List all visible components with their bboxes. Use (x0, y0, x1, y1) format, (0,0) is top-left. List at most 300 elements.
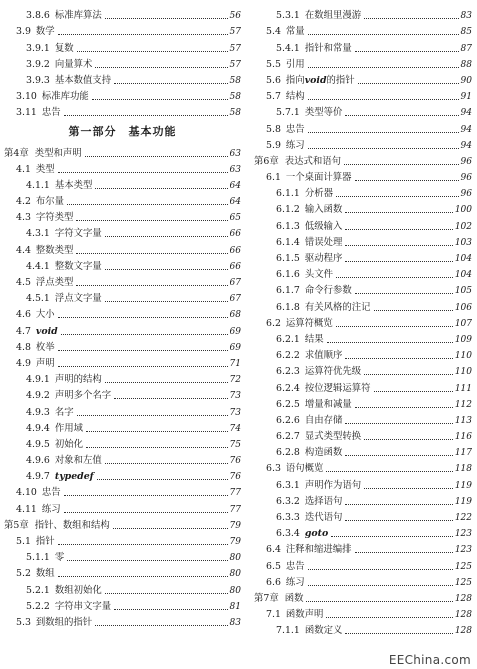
toc-entry (254, 362, 472, 378)
toc-entry-title: 布尔量 (35, 196, 65, 208)
toc-entry-number: 第5章 (4, 519, 29, 531)
dot-leader (355, 552, 453, 553)
dot-leader (308, 569, 453, 570)
toc-entry-number: 6.1.3 (276, 220, 300, 232)
dot-leader (345, 261, 452, 262)
toc-entry-number: 5.7 (266, 91, 281, 103)
toc-entry-number: 6.2.2 (276, 350, 300, 362)
dot-leader (114, 398, 227, 399)
toc-entry-page: 66 (229, 245, 241, 256)
dot-leader (97, 479, 228, 480)
dot-leader (345, 229, 452, 230)
toc-entry-page: 83 (460, 11, 472, 22)
dot-leader (92, 99, 228, 100)
toc-entry-title: 命令行参数 (304, 285, 352, 297)
toc-entry-number: 6.4 (266, 544, 281, 556)
toc-entry (254, 621, 472, 637)
toc-entry (4, 103, 241, 119)
toc-entry (4, 321, 241, 337)
toc-entry (4, 87, 241, 103)
toc-entry (254, 605, 472, 621)
dot-leader (345, 212, 452, 213)
toc-entry-page: 77 (229, 504, 241, 515)
toc-entry-number: 5.4 (266, 26, 281, 38)
toc-entry (254, 249, 472, 265)
toc-entry (254, 71, 472, 87)
toc-entry-number: 7.1 (266, 609, 281, 621)
dot-leader (306, 601, 452, 602)
dot-leader (105, 236, 228, 237)
toc-right-column (254, 6, 472, 637)
toc-entry-number: 6.1.7 (276, 285, 300, 297)
toc-entry-number: 3.8.6 (26, 10, 50, 22)
toc-entry (254, 184, 472, 200)
toc-entry (254, 346, 472, 362)
toc-entry (254, 281, 472, 297)
toc-entry-page: 107 (454, 318, 472, 329)
toc-entry-number: 6.1.6 (276, 269, 300, 281)
toc-entry-page: 63 (229, 164, 241, 175)
toc-entry-title: 指针 (35, 536, 55, 547)
toc-entry-number: 4.9.7 (26, 471, 50, 483)
dot-leader (105, 463, 228, 464)
toc-entry (4, 22, 241, 38)
toc-entry (4, 55, 241, 71)
dot-leader (374, 391, 453, 392)
toc-entry-title: 声明 (35, 357, 55, 369)
toc-entry (4, 160, 241, 176)
toc-entry-page: 104 (454, 270, 472, 281)
toc-entry-title: 名字 (54, 406, 74, 418)
dot-leader (58, 544, 228, 545)
toc-entry-title-part: 指向 (285, 74, 305, 86)
toc-entry-title: 迭代语句 (304, 512, 343, 523)
toc-entry-title: 自由存储 (304, 414, 343, 426)
dot-leader (58, 350, 228, 351)
toc-entry-page: 58 (229, 75, 241, 86)
toc-entry-page: 113 (454, 415, 472, 426)
toc-entry-page: 96 (460, 189, 472, 200)
toc-entry-title: 初始化 (54, 438, 83, 450)
dot-leader (345, 455, 452, 456)
watermark: EEChina.com (388, 653, 471, 667)
toc-entry (4, 305, 241, 321)
toc-entry-number: 4.5.1 (26, 293, 50, 305)
toc-entry-page: 57 (229, 27, 241, 38)
toc-entry-page: 79 (229, 520, 241, 531)
toc-entry-title-part: 的指针 (326, 74, 355, 86)
toc-entry-page: 119 (454, 496, 472, 507)
toc-entry (4, 613, 241, 629)
dot-leader (114, 609, 227, 610)
toc-entry-number: 3.9.3 (26, 74, 50, 86)
dot-leader (308, 132, 459, 133)
toc-entry-page: 106 (454, 302, 472, 313)
toc-entry-page: 94 (460, 108, 472, 119)
toc-entry (254, 38, 472, 54)
toc-entry-number: 5.1 (16, 536, 31, 547)
toc-entry-page: 79 (229, 537, 241, 547)
part-heading: 第一部分 基本功能 (68, 125, 177, 139)
toc-entry-page: 74 (229, 423, 241, 434)
toc-chapter-entry (4, 516, 241, 532)
toc-entry (4, 597, 241, 613)
toc-entry (254, 556, 472, 572)
toc-entry-page: 125 (454, 561, 472, 572)
toc-entry-number: 4.3 (16, 212, 31, 224)
dot-leader (105, 18, 228, 19)
dot-leader (364, 18, 458, 19)
toc-entry (254, 475, 472, 491)
dot-leader (345, 520, 452, 521)
toc-entry-title: 枚举 (35, 341, 55, 353)
toc-entry-page: 117 (454, 448, 472, 459)
toc-entry-page: 122 (454, 513, 472, 523)
toc-entry (4, 224, 241, 240)
toc-entry-title: 输入函数 (304, 204, 343, 216)
toc-entry-title: typedef (54, 471, 94, 483)
dot-leader (58, 34, 228, 35)
toc-entry-number: 4.9.5 (26, 438, 50, 450)
toc-entry-title: 构造函数 (304, 447, 343, 459)
dot-leader (355, 407, 453, 408)
toc-entry-title: 显式类型转换 (304, 431, 362, 443)
toc-entry (254, 168, 472, 184)
toc-entry (254, 55, 472, 71)
toc-entry-title: 低级输入 (304, 220, 343, 232)
toc-entry-title: 结构 (285, 91, 305, 103)
dot-leader (364, 488, 453, 489)
toc-entry-page: 67 (229, 294, 241, 305)
toc-entry-page: 65 (229, 213, 241, 224)
toc-entry (4, 257, 241, 273)
toc-entry (4, 580, 241, 596)
toc-entry (254, 524, 472, 540)
toc-entry (4, 208, 241, 224)
toc-entry-title: 基本类型 (54, 179, 93, 191)
toc-entry-title: 复数 (54, 42, 74, 54)
toc-entry (254, 411, 472, 427)
toc-entry-page: 64 (229, 180, 241, 191)
toc-entry-number: 6.2.8 (276, 447, 300, 459)
toc-entry-number: 4.6 (16, 309, 31, 321)
toc-entry-number: 5.7.1 (276, 107, 300, 119)
dot-leader (77, 415, 228, 416)
toc-entry (4, 402, 241, 418)
toc-entry-number: 4.4 (16, 244, 31, 256)
dot-leader (336, 196, 459, 197)
toc-entry-title: 运算符概览 (285, 317, 333, 329)
dot-leader (61, 334, 228, 335)
toc-entry-number: 6.2.7 (276, 431, 300, 443)
toc-entry-title: 数组初始化 (54, 584, 102, 596)
toc-entry-number: 3.11 (16, 107, 37, 119)
toc-entry (254, 540, 472, 556)
toc-entry-page: 112 (454, 399, 472, 410)
toc-entry-page: 88 (460, 59, 472, 70)
toc-entry (4, 6, 241, 22)
toc-entry-page: 102 (454, 221, 472, 232)
toc-entry (4, 564, 241, 580)
toc-entry-number: 6.1 (266, 172, 281, 184)
toc-entry (4, 370, 241, 386)
toc-entry-page: 94 (460, 124, 472, 135)
toc-entry-page: 110 (454, 351, 472, 362)
toc-entry-title: 标准库算法 (54, 10, 102, 22)
dot-leader (308, 585, 453, 586)
toc-entry-title: 结果 (304, 333, 324, 345)
dot-leader (345, 245, 452, 246)
toc-entry-number: 5.2.2 (26, 600, 50, 612)
toc-entry-title: 到数组的指针 (35, 616, 93, 628)
toc-entry (4, 273, 241, 289)
toc-entry (4, 354, 241, 370)
dot-leader (77, 51, 228, 52)
toc-entry (4, 38, 241, 54)
toc-entry-title: goto (304, 528, 329, 540)
toc-entry-number: 4.1.1 (26, 179, 50, 191)
dot-leader (58, 366, 228, 367)
dot-leader (345, 115, 458, 116)
toc-entry (254, 459, 472, 475)
toc-entry-number: 4.9.3 (26, 406, 50, 418)
dot-leader (64, 115, 228, 116)
toc-entry-title: 指针、数组和结构 (34, 519, 110, 531)
toc-entry-number: 6.5 (266, 560, 281, 572)
dot-leader (364, 439, 453, 440)
dot-leader (64, 512, 228, 513)
toc-entry-number: 6.3.3 (276, 512, 300, 523)
toc-entry-number: 5.2 (16, 568, 31, 580)
toc-entry-title: 声明作为语句 (304, 479, 362, 491)
toc-entry-page: 83 (229, 617, 241, 628)
toc-entry-page: 81 (229, 601, 241, 612)
toc-entry (4, 240, 241, 256)
toc-entry (4, 192, 241, 208)
toc-entry-title: 练习 (285, 576, 305, 588)
toc-entry (4, 419, 241, 435)
dot-leader (308, 99, 459, 100)
toc-entry-title: 语句概览 (285, 463, 324, 475)
toc-entry-title: 对象和左值 (54, 455, 102, 467)
dot-leader (86, 447, 228, 448)
toc-entry-title: 有关风格的注记 (304, 301, 371, 313)
toc-entry-number: 4.5 (16, 277, 31, 288)
dot-leader (67, 560, 227, 561)
toc-entry-title: 分析器 (304, 188, 333, 200)
toc-entry-title: 大小 (35, 309, 55, 321)
toc-entry-page: 80 (229, 569, 241, 580)
toc-entry-number: 6.6 (266, 576, 281, 588)
toc-entry-page: 123 (454, 529, 472, 540)
toc-entry-title: 忠告 (41, 487, 61, 499)
toc-entry (254, 87, 472, 103)
toc-entry-title: 函数定义 (304, 625, 343, 637)
toc-entry-page: 96 (460, 173, 472, 184)
toc-entry-title: 错误处理 (304, 236, 343, 248)
toc-entry-page: 58 (229, 108, 241, 119)
dot-leader (58, 172, 228, 173)
dot-leader (355, 180, 459, 181)
toc-entry-title: 求值顺序 (304, 350, 343, 362)
dot-leader (113, 528, 228, 529)
toc-entry-number: 3.9.2 (26, 58, 50, 70)
dot-leader (105, 269, 228, 270)
toc-entry-title: 字符文字量 (54, 228, 102, 240)
toc-entry-page: 85 (460, 27, 472, 38)
toc-entry-page: 57 (229, 43, 241, 54)
toc-chapter-entry (4, 143, 241, 159)
toc-entry-page: 73 (229, 391, 241, 402)
toc-entry-number: 4.9.4 (26, 422, 50, 434)
toc-entry (254, 136, 472, 152)
toc-entry-number: 3.9.1 (26, 42, 50, 54)
dot-leader (308, 34, 459, 35)
toc-entry-title: 指针和常量 (304, 42, 352, 54)
toc-entry-number: 6.1.8 (276, 301, 300, 313)
toc-entry-number: 5.2.1 (26, 584, 50, 596)
toc-entry-title-part: void (304, 74, 327, 86)
dot-leader (308, 67, 459, 68)
toc-entry-number: 4.4.1 (26, 260, 50, 272)
dot-leader (85, 156, 228, 157)
toc-entry (4, 338, 241, 354)
dot-leader (67, 204, 227, 205)
dot-leader (114, 83, 227, 84)
toc-entry-page: 128 (454, 610, 472, 621)
dot-leader (326, 471, 452, 472)
toc-entry-title: 函数声明 (285, 609, 324, 621)
dot-leader (355, 293, 453, 294)
toc-entry-number: 4.9.1 (26, 374, 50, 386)
toc-entry-number: 4.2 (16, 196, 31, 208)
toc-entry-number: 4.11 (16, 503, 37, 515)
toc-entry-number: 6.1.2 (276, 204, 300, 216)
toc-entry-page: 77 (229, 488, 241, 499)
toc-entry-page: 96 (460, 156, 472, 167)
toc-entry (254, 573, 472, 589)
dot-leader (345, 423, 452, 424)
toc-entry-page: 66 (229, 229, 241, 240)
toc-entry-title: 运算符优先级 (304, 366, 362, 378)
dot-leader (355, 51, 459, 52)
toc-entry-title: 整数类型 (35, 244, 74, 256)
toc-entry-page: 123 (454, 545, 472, 556)
toc-entry-title: 作用域 (54, 422, 83, 434)
toc-entry-number: 5.3 (16, 616, 31, 628)
toc-entry-title: 声明多个名字 (54, 390, 112, 402)
toc-entry-title: 向量算术 (54, 58, 93, 70)
toc-entry-title: 常量 (285, 26, 305, 38)
toc-entry-page: 67 (229, 278, 241, 288)
toc-entry (254, 216, 472, 232)
dot-leader (64, 495, 228, 496)
toc-entry-title: 忠告 (285, 560, 305, 572)
toc-entry (4, 499, 241, 515)
toc-entry-title: 注释和缩进编排 (285, 544, 352, 556)
toc-entry (4, 386, 241, 402)
toc-entry-page: 91 (460, 92, 472, 103)
toc-entry (254, 6, 472, 22)
dot-leader (327, 342, 453, 343)
toc-entry-number: 6.2.5 (276, 398, 300, 410)
dot-leader (86, 431, 228, 432)
toc-entry-number: 6.2 (266, 317, 281, 329)
toc-entry (254, 265, 472, 281)
dot-leader (336, 277, 453, 278)
toc-entry-title: 类型等价 (304, 107, 343, 119)
toc-entry (254, 378, 472, 394)
toc-entry (254, 119, 472, 135)
toc-entry (4, 435, 241, 451)
dot-leader (344, 164, 459, 165)
toc-entry-title: 字符串文字量 (54, 600, 112, 612)
toc-entry-page: 111 (454, 383, 472, 394)
dot-leader (358, 83, 459, 84)
toc-entry-number: 4.10 (16, 487, 37, 499)
toc-entry-page: 76 (229, 456, 241, 467)
dot-leader (95, 67, 227, 68)
toc-entry-number: 5.1.1 (26, 552, 50, 564)
toc-entry-title: 浮点文字量 (54, 293, 102, 305)
toc-entry-number: 6.3.4 (276, 528, 300, 540)
toc-entry-page: 103 (454, 237, 472, 248)
dot-leader (374, 310, 453, 311)
dot-leader (105, 382, 228, 383)
toc-entry-number: 4.7 (16, 325, 31, 337)
toc-entry-title: 引用 (285, 58, 305, 70)
toc-entry (254, 330, 472, 346)
toc-entry-page: 119 (454, 480, 472, 491)
toc-entry-page: 125 (454, 577, 472, 588)
toc-entry-page: 57 (229, 59, 241, 70)
toc-entry (4, 467, 241, 483)
toc-entry-page: 80 (229, 585, 241, 596)
toc-entry-page: 63 (229, 148, 241, 159)
toc-entry (4, 289, 241, 305)
toc-entry-title: 练习 (41, 503, 61, 515)
dot-leader (76, 220, 227, 221)
toc-entry-title: 类型 (35, 163, 55, 175)
toc-entry-title: 一个桌面计算器 (285, 172, 352, 184)
dot-leader (76, 253, 227, 254)
toc-entry-page: 128 (454, 593, 472, 604)
toc-entry-page: 73 (229, 407, 241, 418)
toc-entry-number: 6.2.4 (276, 382, 300, 394)
toc-entry-number: 6.2.1 (276, 333, 300, 345)
toc-entry-number: 4.3.1 (26, 228, 50, 240)
toc-entry-number: 第7章 (254, 592, 279, 604)
toc-entry-page: 80 (229, 553, 241, 564)
toc-entry-title: 数学 (35, 26, 55, 38)
toc-entry (254, 508, 472, 524)
toc-entry-page: 75 (229, 439, 241, 450)
toc-entry-title: 基本数值支持 (54, 74, 112, 86)
toc-entry (254, 22, 472, 38)
toc-entry-page: 76 (229, 472, 241, 483)
toc-entry-page: 94 (460, 140, 472, 151)
toc-entry-title: 字符类型 (35, 212, 74, 224)
toc-entry-number: 5.5 (266, 58, 281, 70)
toc-entry (254, 200, 472, 216)
toc-entry-number: 6.3 (266, 463, 281, 475)
dot-leader (105, 593, 228, 594)
toc-entry (4, 483, 241, 499)
toc-entry-number: 3.10 (16, 91, 37, 103)
toc-entry-number: 4.9 (16, 357, 31, 369)
toc-entry-number: 第4章 (4, 147, 29, 159)
toc-entry-number: 6.1.5 (276, 253, 300, 264)
